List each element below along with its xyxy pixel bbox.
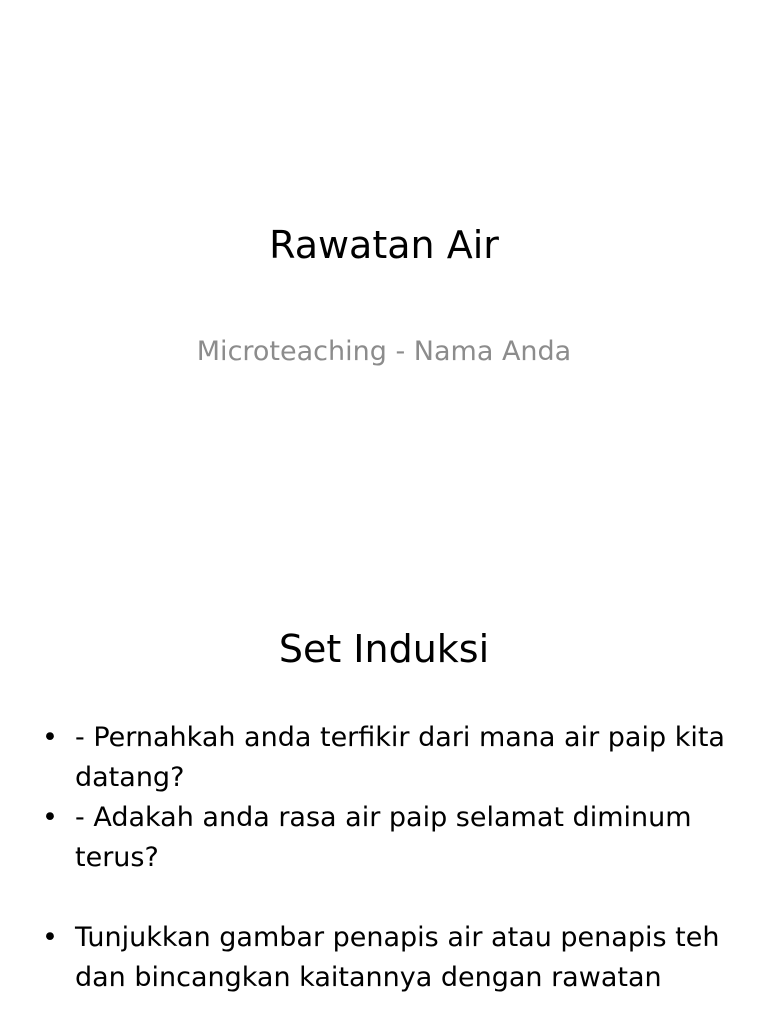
bullet-item — [42, 718, 732, 798]
slide-title-heading: Rawatan Air — [269, 223, 499, 267]
bullet-icon: • — [42, 922, 58, 953]
bullet-text: Tunjukkan gambar penapis air atau penapis teh dan bincangkan kaitannya dengan rawatan — [75, 922, 720, 993]
slide-heading: Set Induksi — [278, 627, 490, 671]
bullet-text: - Pernahkah anda terfikir dari mana air paip kita datang? — [75, 722, 725, 793]
bullet-text: - Adakah anda rasa air paip selamat diminum terus? — [75, 802, 692, 873]
bullet-icon: • — [42, 722, 58, 753]
bullet-list — [42, 718, 732, 998]
slide-subtitle: Microteaching - Nama Anda — [196, 336, 572, 367]
bullet-icon: • — [42, 802, 58, 833]
bullet-item — [42, 918, 732, 998]
slide-set-induksi — [0, 576, 768, 1024]
bullet-item — [42, 798, 732, 878]
